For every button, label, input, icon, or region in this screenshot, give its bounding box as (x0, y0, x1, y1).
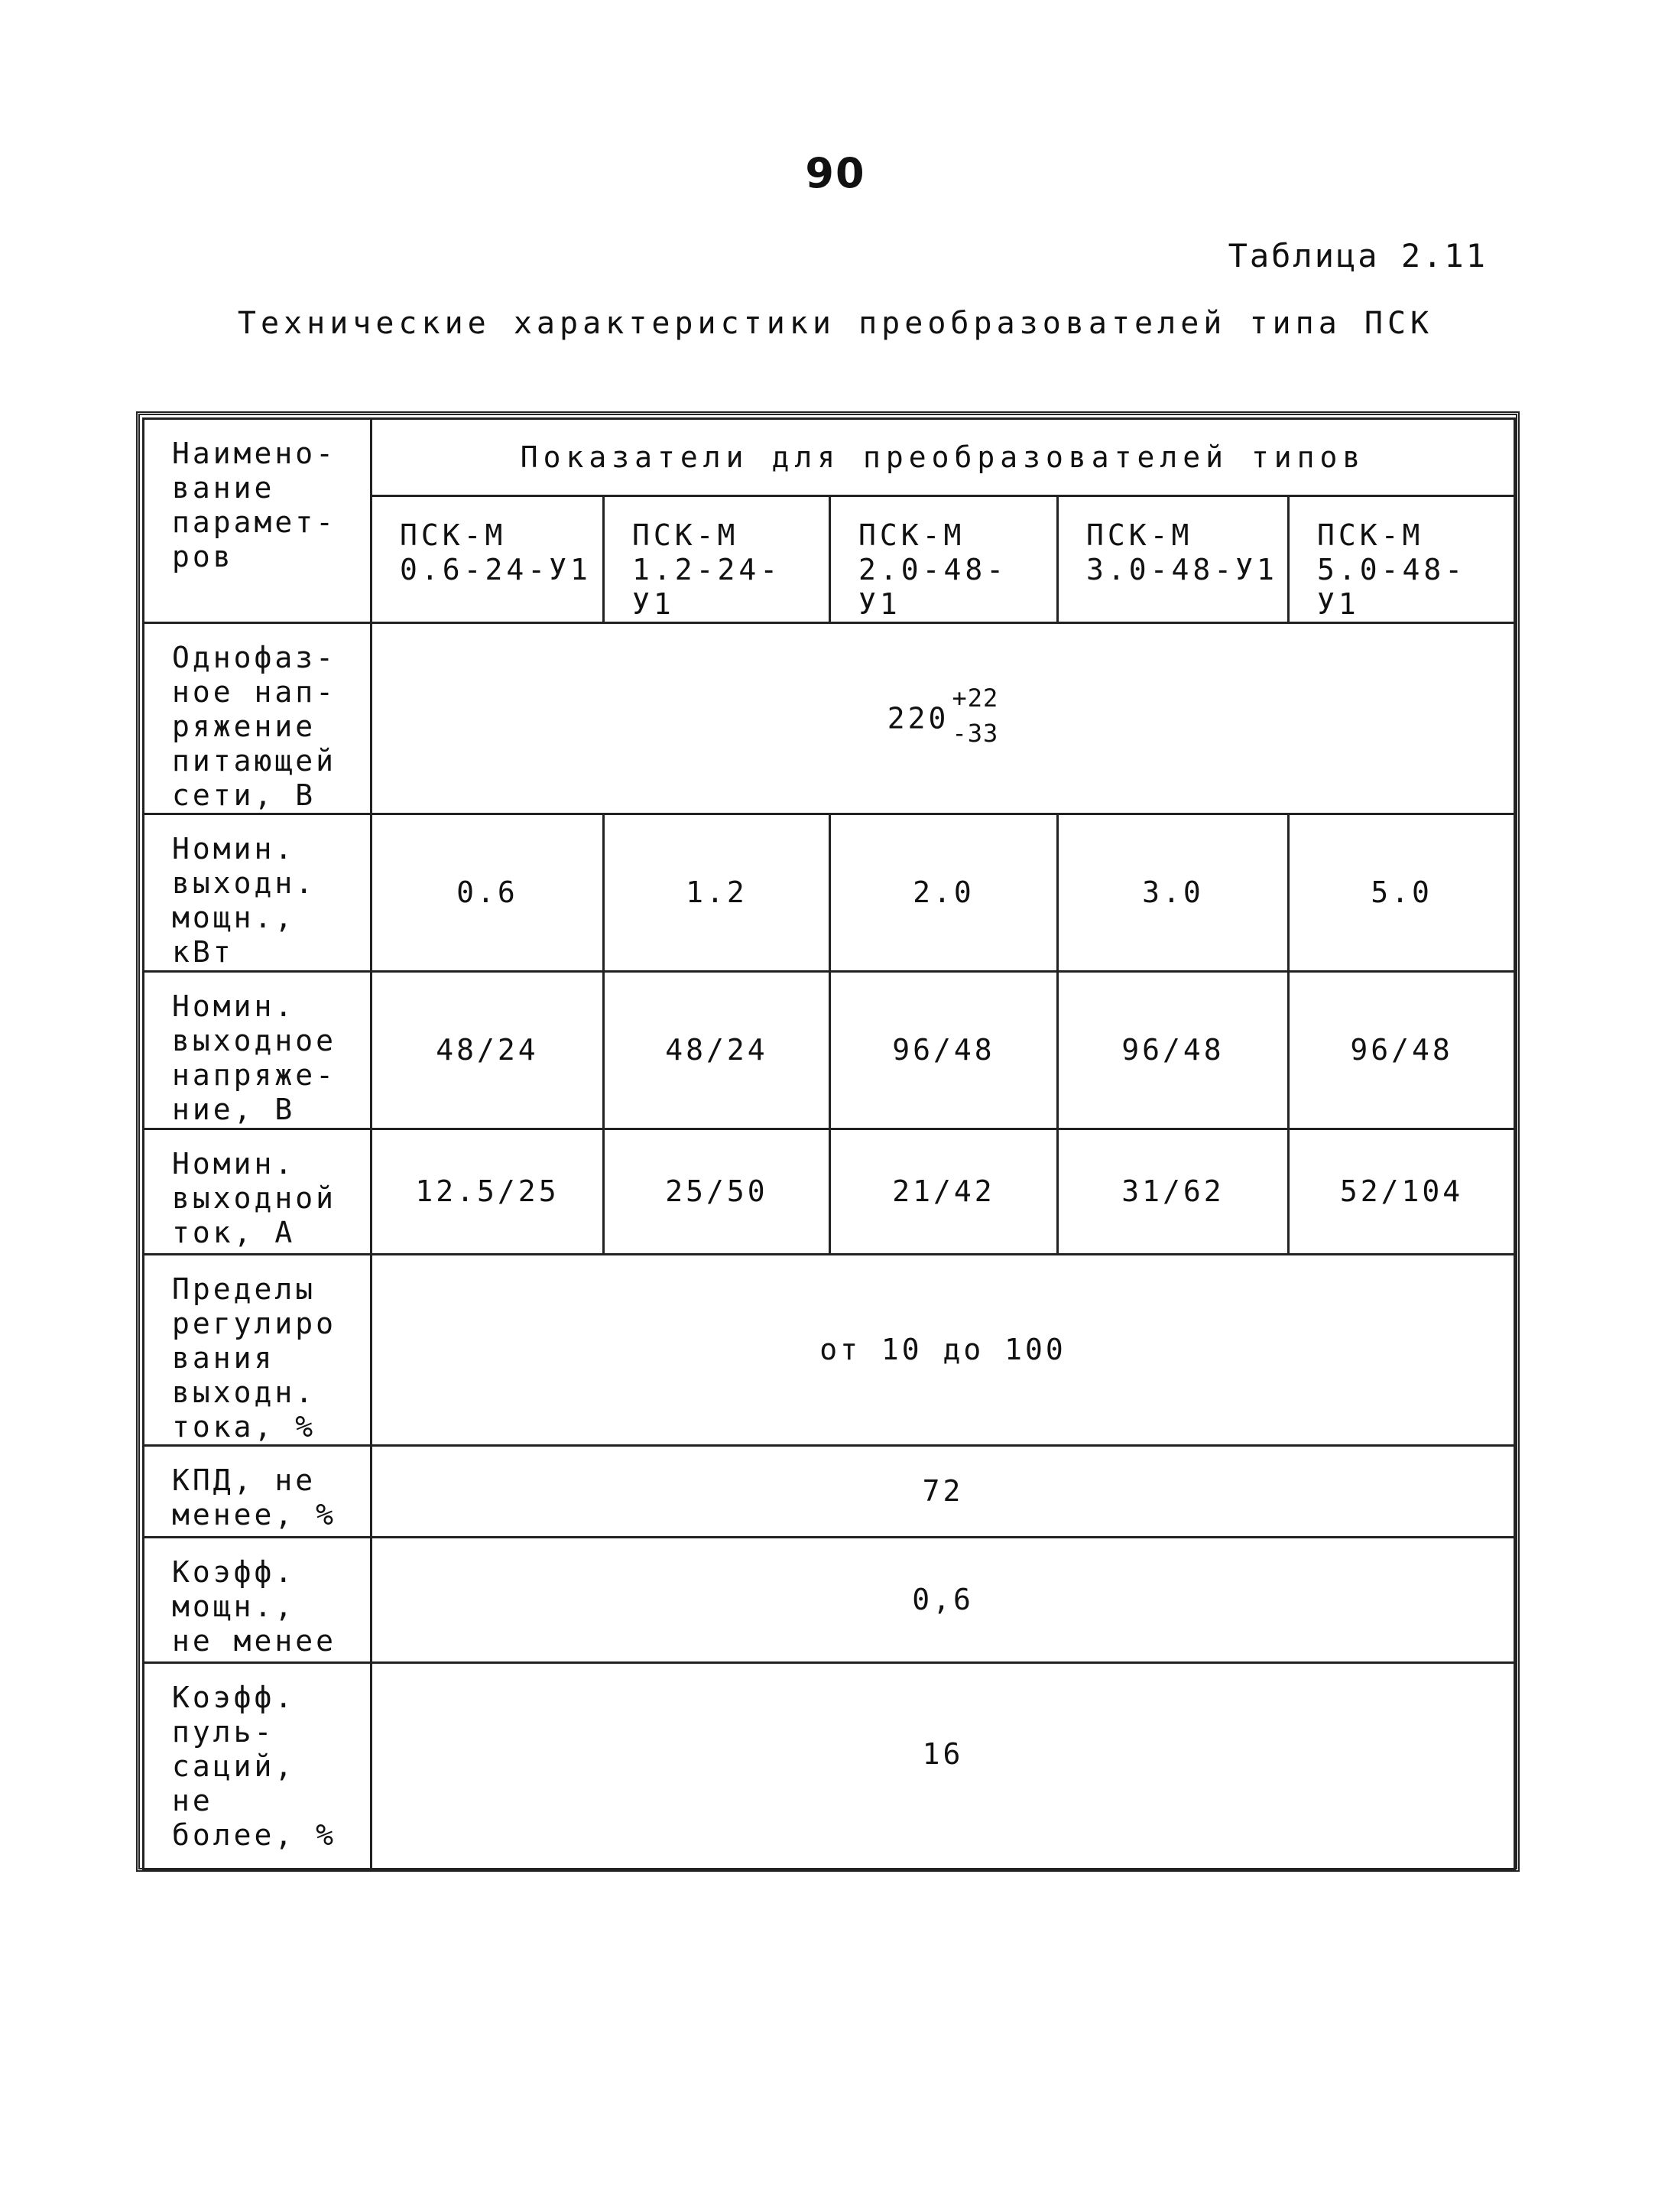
output-voltage-row (144, 972, 1515, 1129)
row-label: Номин. выходное напряже- ние, В (144, 972, 372, 1129)
power-factor-row (144, 1538, 1515, 1663)
voltage-base: 220 (887, 701, 949, 736)
power-factor-value: 0,6 (372, 1538, 1515, 1663)
table-cell: 96/48 (830, 972, 1058, 1129)
supply-voltage-value (372, 623, 1515, 814)
row-label: Номин. выходной ток, А (144, 1129, 372, 1255)
ripple-value: 16 (372, 1663, 1515, 1869)
type-cell: ПСК-М 3.0-48-У1 (1058, 496, 1289, 623)
efficiency-row (144, 1446, 1515, 1538)
table-caption: Технические характеристики преобразователей типа ПСК (237, 306, 1434, 341)
table-cell: 5.0 (1289, 814, 1515, 972)
group-header-cell: Показатели для преобразователей типов (372, 419, 1515, 496)
table-cell: 25/50 (604, 1129, 830, 1255)
voltage-with-tolerance (887, 655, 998, 755)
row-label: Коэфф. пуль- саций, не более, % (144, 1663, 372, 1869)
param-header-cell: Наимено- вание парамет- ров (144, 419, 372, 623)
type-cell: ПСК-М 5.0-48- У1 (1289, 496, 1515, 623)
row-label: КПД, не менее, % (144, 1446, 372, 1538)
efficiency-value: 72 (372, 1446, 1515, 1538)
table-cell: 0.6 (372, 814, 604, 972)
specifications-table (142, 417, 1516, 1870)
output-current-row (144, 1129, 1515, 1255)
table-cell: 48/24 (372, 972, 604, 1129)
power-row (144, 814, 1515, 972)
row-label: Однофаз- ное нап- ряжение питающей сети, В (144, 623, 372, 814)
current-range-value: от 10 до 100 (372, 1255, 1515, 1446)
table-cell: 12.5/25 (372, 1129, 604, 1255)
type-cell: ПСК-М 1.2-24-У1 (604, 496, 830, 623)
page-number: 90 (805, 149, 866, 197)
table-cell: 96/48 (1289, 972, 1515, 1129)
table-cell: 3.0 (1058, 814, 1289, 972)
row-label: Коэфф. мощн., не менее (144, 1538, 372, 1663)
table-cell: 52/104 (1289, 1129, 1515, 1255)
current-range-row (144, 1255, 1515, 1446)
table-cell: 48/24 (604, 972, 830, 1129)
table-cell: 2.0 (830, 814, 1058, 972)
tolerance-plus: +22 (952, 684, 999, 713)
table-label: Таблица 2.11 (1228, 237, 1488, 274)
supply-voltage-row (144, 623, 1515, 814)
ripple-row (144, 1663, 1515, 1869)
table-cell: 1.2 (604, 814, 830, 972)
row-label: Пределы регулиро вания выходн. тока, % (144, 1255, 372, 1446)
tolerance-minus: -33 (952, 719, 999, 748)
type-cell: ПСК-М 2.0-48-У1 (830, 496, 1058, 623)
header-row (144, 419, 1515, 496)
voltage-tolerance (952, 680, 998, 751)
table-cell: 21/42 (830, 1129, 1058, 1255)
type-cell: ПСК-М 0.6-24-У1 (372, 496, 604, 623)
row-label: Номин. выходн. мощн., кВт (144, 814, 372, 972)
table-cell: 31/62 (1058, 1129, 1289, 1255)
table-cell: 96/48 (1058, 972, 1289, 1129)
